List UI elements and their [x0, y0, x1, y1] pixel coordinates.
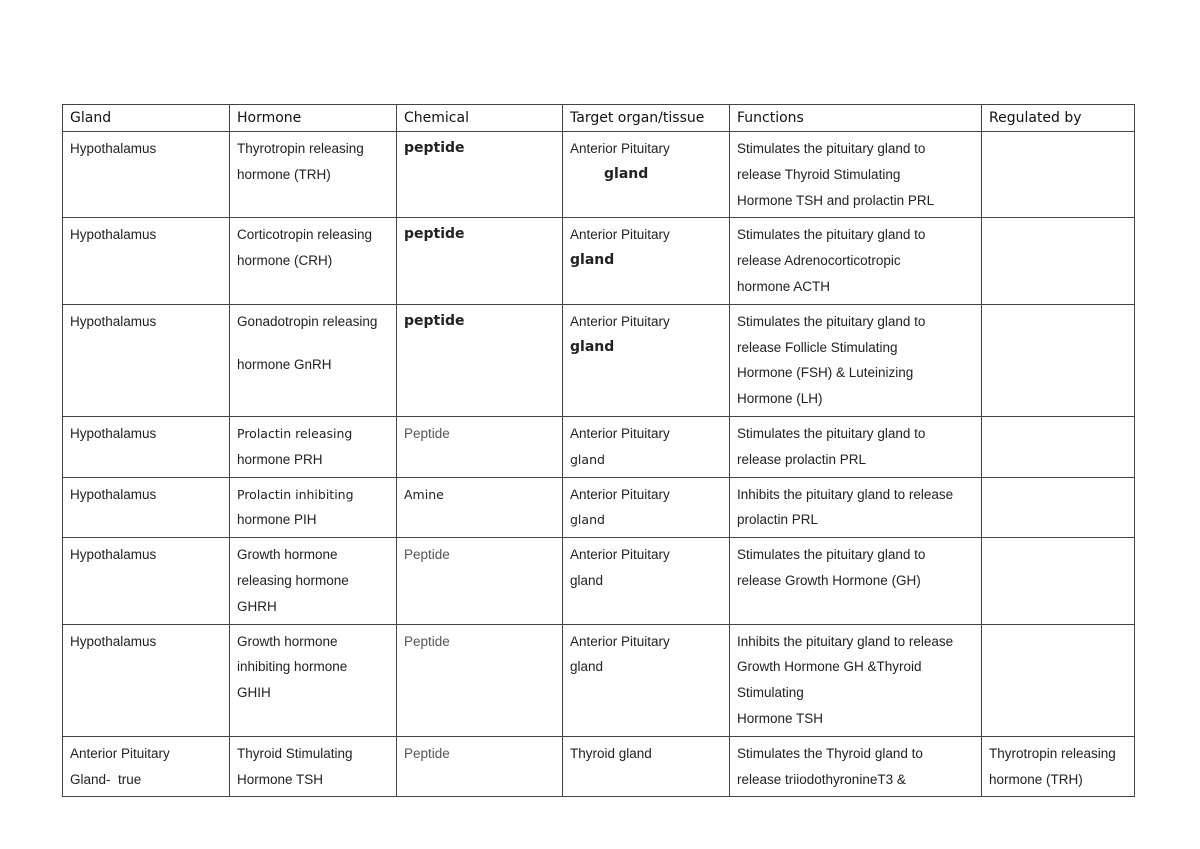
- header-row: [63, 105, 1135, 132]
- target-cell: Anterior Pituitary gland: [563, 477, 730, 538]
- gland-cell: Hypothalamus: [63, 477, 230, 538]
- regulated-by-cell: [982, 304, 1135, 416]
- regulated-by-cell: [982, 477, 1135, 538]
- functions-cell: Stimulates the Thyroid gland to release triiodothyronineT3 &: [730, 736, 982, 797]
- chemical-cell: peptide: [397, 304, 563, 416]
- target-cell: Anterior Pituitary gland: [563, 538, 730, 624]
- hormone-table: [62, 104, 1135, 797]
- hormone-cell: Prolactin releasing hormone PRH: [230, 416, 397, 477]
- table-row: [63, 218, 1135, 304]
- header-gland: Gland: [63, 105, 230, 132]
- table-row: [63, 416, 1135, 477]
- chemical-cell: Peptide: [397, 736, 563, 797]
- target-cell: Anterior Pituitary gland: [563, 304, 730, 416]
- table-row: [63, 624, 1135, 736]
- functions-cell: Stimulates the pituitary gland to release Growth Hormone (GH): [730, 538, 982, 624]
- chemical-cell: Peptide: [397, 416, 563, 477]
- hormone-cell: Corticotropin releasing hormone (CRH): [230, 218, 397, 304]
- hormone-cell: Gonadotropin releasing hormone GnRH: [230, 304, 397, 416]
- regulated-by-cell: [982, 538, 1135, 624]
- table-row: [63, 304, 1135, 416]
- functions-cell: Stimulates the pituitary gland to release Follicle Stimulating Hormone (FSH) & Luteinizing Hormone (LH): [730, 304, 982, 416]
- regulated-by-cell: [982, 132, 1135, 218]
- functions-cell: Inhibits the pituitary gland to release Growth Hormone GH &Thyroid Stimulating Hormone TSH: [730, 624, 982, 736]
- header-regulated-by: Regulated by: [982, 105, 1135, 132]
- hormone-cell: Prolactin inhibiting hormone PIH: [230, 477, 397, 538]
- table-row: [63, 132, 1135, 218]
- gland-cell: Hypothalamus: [63, 416, 230, 477]
- target-cell: Anterior Pituitary gland: [563, 416, 730, 477]
- header-chemical: Chemical: [397, 105, 563, 132]
- functions-cell: Stimulates the pituitary gland to release prolactin PRL: [730, 416, 982, 477]
- chemical-cell: Peptide: [397, 538, 563, 624]
- chemical-cell: peptide: [397, 132, 563, 218]
- hormone-cell: Growth hormone releasing hormone GHRH: [230, 538, 397, 624]
- gland-cell: Hypothalamus: [63, 218, 230, 304]
- target-cell: Anterior Pituitary gland: [563, 624, 730, 736]
- target-cell: Anterior Pituitary gland: [563, 218, 730, 304]
- hormone-cell: Thyrotropin releasing hormone (TRH): [230, 132, 397, 218]
- target-cell: Anterior Pituitary gland: [563, 132, 730, 218]
- header-functions: Functions: [730, 105, 982, 132]
- header-target: Target organ/tissue: [563, 105, 730, 132]
- gland-cell: Anterior Pituitary Gland- true: [63, 736, 230, 797]
- gland-cell: Hypothalamus: [63, 538, 230, 624]
- chemical-cell: Amine: [397, 477, 563, 538]
- regulated-by-cell: [982, 624, 1135, 736]
- functions-cell: Stimulates the pituitary gland to release Adrenocorticotropic hormone ACTH: [730, 218, 982, 304]
- target-cell: Thyroid gland: [563, 736, 730, 797]
- gland-cell: Hypothalamus: [63, 624, 230, 736]
- functions-cell: Inhibits the pituitary gland to release prolactin PRL: [730, 477, 982, 538]
- regulated-by-cell: [982, 416, 1135, 477]
- table-row: [63, 538, 1135, 624]
- hormone-cell: Thyroid Stimulating Hormone TSH: [230, 736, 397, 797]
- gland-cell: Hypothalamus: [63, 304, 230, 416]
- gland-cell: Hypothalamus: [63, 132, 230, 218]
- header-hormone: Hormone: [230, 105, 397, 132]
- table-row: [63, 736, 1135, 797]
- functions-cell: Stimulates the pituitary gland to release Thyroid Stimulating Hormone TSH and prolactin PRL: [730, 132, 982, 218]
- chemical-cell: Peptide: [397, 624, 563, 736]
- regulated-by-cell: [982, 218, 1135, 304]
- regulated-by-cell: Thyrotropin releasing hormone (TRH): [982, 736, 1135, 797]
- table-row: [63, 477, 1135, 538]
- hormone-cell: Growth hormone inhibiting hormone GHIH: [230, 624, 397, 736]
- chemical-cell: peptide: [397, 218, 563, 304]
